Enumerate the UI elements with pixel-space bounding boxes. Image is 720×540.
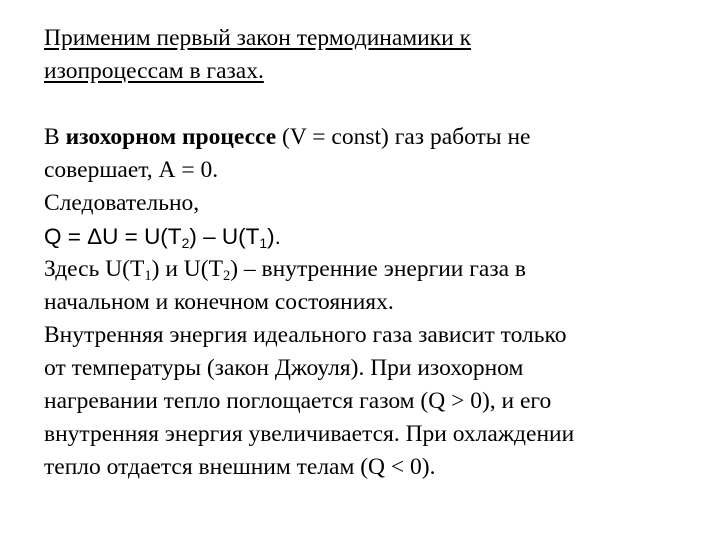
joule-line-2: от температуры (закон Джоуля). При изохорном (44, 355, 524, 381)
isochoric-prefix: В (44, 124, 66, 150)
energies-part-1: Здесь U(T (44, 256, 145, 282)
joule-law-paragraph (44, 319, 704, 484)
isochoric-line-2: совершает, А = 0. (44, 157, 219, 183)
consequently-line: Следовательно, (44, 190, 200, 216)
joule-line-4: внутренняя энергия увеличивается. При охлаждении (44, 421, 575, 447)
internal-energies-paragraph (44, 253, 704, 319)
heading-line-1: Применим первый закон термодинамики к (44, 25, 472, 51)
slide-content (44, 22, 704, 484)
formula-subscript-1: 2 (181, 234, 190, 251)
joule-line-1: Внутренняя энергия идеального газа зависит только (44, 322, 567, 348)
slide-heading (44, 22, 704, 88)
isochoric-rest: (V = const) газ работы не (276, 124, 531, 150)
energies-part-3: ) – внутренние энергии газа в (230, 256, 526, 282)
isochoric-process-term: изохорном процессе (65, 124, 277, 150)
formula-part-2: ) – U(T (189, 224, 260, 249)
energies-subscript-2: 2 (222, 268, 231, 285)
heading-line-2: изопроцессам в газах. (44, 58, 264, 84)
joule-line-3: нагревании тепло поглощается газом (Q > 0), и его (44, 388, 552, 414)
formula-subscript-2: 1 (259, 234, 268, 251)
first-law-formula (44, 220, 704, 253)
isochoric-line-1 (44, 121, 704, 154)
formula-part-1: Q = ΔU = U(T (44, 224, 182, 249)
joule-line-5: тепло отдается внешним телам (Q < 0). (44, 454, 436, 480)
formula-part-3: ). (267, 224, 281, 249)
energies-part-2: ) и U(T (151, 256, 223, 282)
internal-energies-line-2: начальном и конечном состояниях. (44, 289, 394, 315)
energies-subscript-1: 1 (144, 268, 152, 285)
isochoric-paragraph (44, 121, 704, 187)
internal-energies-line-1 (44, 253, 704, 286)
